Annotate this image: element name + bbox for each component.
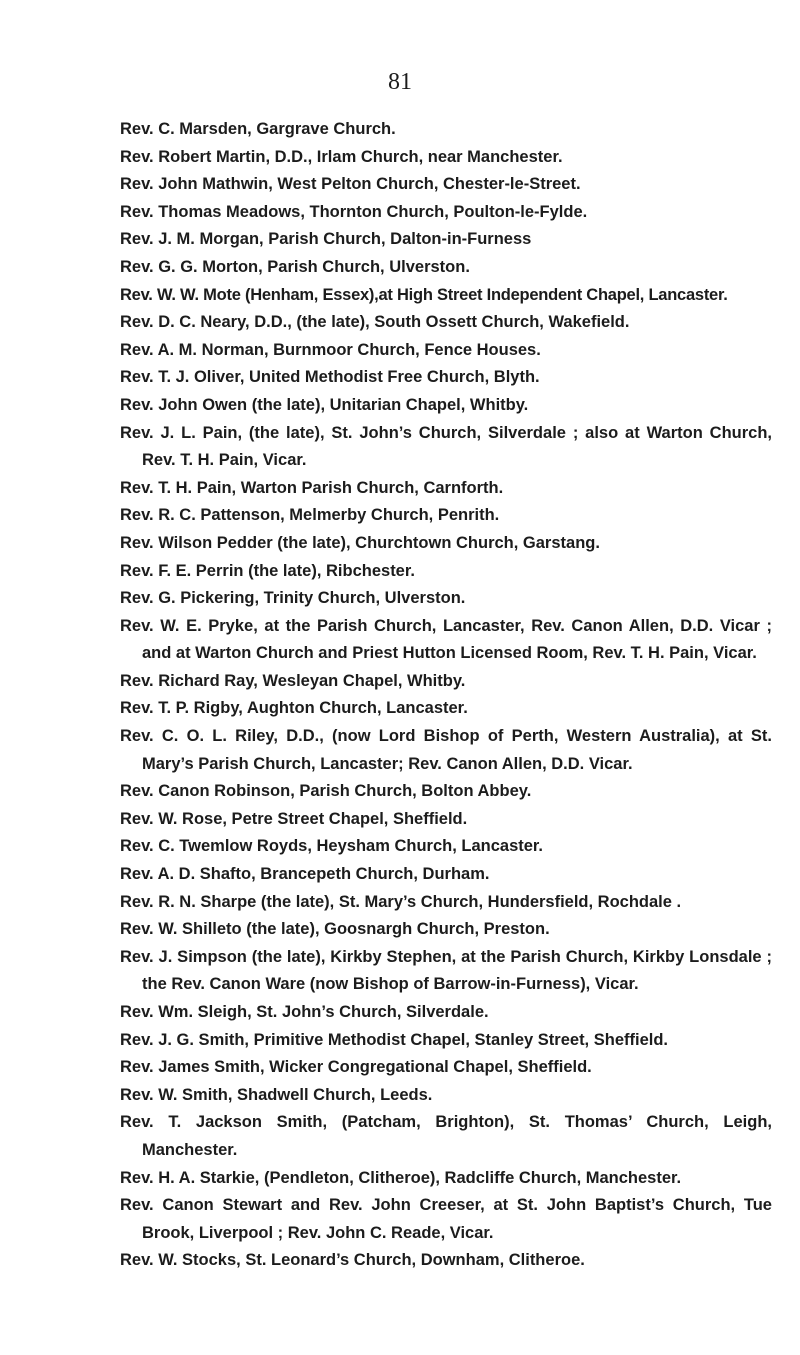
list-item: Rev. W. E. Pryke, at the Parish Church, Lancaster, Rev. Canon Allen, D.D. Vicar ; and at Warton Church and Priest Hutton Licensed Room, Rev. T. H. Pain, Vicar. <box>120 616 772 663</box>
list-item: Rev. D. C. Neary, D.D., (the late), South Ossett Church, Wakefield. <box>120 313 630 332</box>
list-item: Rev. James Smith, Wicker Congregational Chapel, Sheffield. <box>120 1058 592 1077</box>
list-item: Rev. G. G. Morton, Parish Church, Ulverston. <box>120 257 470 276</box>
clergy-list <box>120 116 772 1275</box>
list-item: Rev. H. A. Starkie, (Pendleton, Clitheroe), Radcliffe Church, Manchester. <box>120 1168 682 1187</box>
list-item: Rev. W. Rose, Petre Street Chapel, Sheffield. <box>120 809 468 828</box>
list-item: Rev. Canon Stewart and Rev. John Creeser, at St. John Baptist’s Church, Tue Brook, Liverpool ; Rev. John C. Reade, Vicar. <box>120 1196 772 1242</box>
list-item: Rev. T. J. Oliver, United Methodist Free Church, Blyth. <box>120 368 540 387</box>
list-item: Rev. A. D. Shafto, Brancepeth Church, Durham. <box>120 865 490 884</box>
list-item: Rev. Wm. Sleigh, St. John’s Church, Silverdale. <box>120 1003 489 1021</box>
list-item: Rev. J. G. Smith, Primitive Methodist Chapel, Stanley Street, Sheffield. <box>120 1030 668 1049</box>
list-item: Rev. J. Simpson (the late), Kirkby Stephen, at the Parish Church, Kirkby Lonsdale ; the Rev. Canon Ware (now Bishop of Barrow-in-Furness), Vicar. <box>120 947 772 994</box>
list-item: Rev. F. E. Perrin (the late), Ribchester. <box>120 561 415 580</box>
list-item: Rev. Richard Ray, Wesleyan Chapel, Whitby. <box>120 671 466 690</box>
list-item: Rev. J. M. Morgan, Parish Church, Dalton-in-Furness <box>120 230 532 249</box>
list-item: Rev. Wilson Pedder (the late), Churchtown Church, Garstang. <box>120 533 600 552</box>
list-item: Rev. T. P. Rigby, Aughton Church, Lancaster. <box>120 699 468 718</box>
list-item: Rev. W. Smith, Shadwell Church, Leeds. <box>120 1085 433 1104</box>
list-item: Rev. John Owen (the late), Unitarian Chapel, Whitby. <box>120 395 529 414</box>
list-item: Rev. W. Stocks, St. Leonard’s Church, Downham, Clitheroe. <box>120 1251 585 1270</box>
list-item: Rev. J. L. Pain, (the late), St. John’s Church, Silverdale ; also at Warton Church, Rev. T. H. Pain, Vicar. <box>120 423 772 470</box>
page-number: 81 <box>388 69 412 95</box>
list-item: Rev. W. W. Mote (Henham, Essex),at High Street Independent Chapel, Lancaster. <box>120 285 728 304</box>
list-item: Rev. G. Pickering, Trinity Church, Ulverston. <box>120 589 466 608</box>
list-item: Rev. C. O. L. Riley, D.D., (now Lord Bishop of Perth, Western Australia), at St. Mary’s Parish Church, Lancaster; Rev. Canon Allen, D.D. Vicar. <box>120 727 772 773</box>
list-item: Rev. Thomas Meadows, Thornton Church, Poulton-le-Fylde. <box>120 202 588 221</box>
list-item: Rev. R. C. Pattenson, Melmerby Church, Penrith. <box>120 506 500 525</box>
list-item: Rev. C. Marsden, Gargrave Church. <box>120 120 396 138</box>
list-item: Rev. A. M. Norman, Burnmoor Church, Fence Houses. <box>120 340 541 359</box>
list-item: Rev. T. Jackson Smith, (Patcham, Brighton), St. Thomas’ Church, Leigh, Manchester. <box>120 1113 772 1159</box>
list-item: Rev. Canon Robinson, Parish Church, Bolton Abbey. <box>120 782 532 801</box>
list-item: Rev. W. Shilleto (the late), Goosnargh Church, Preston. <box>120 920 550 939</box>
list-item: Rev. Robert Martin, D.D., Irlam Church, near Manchester. <box>120 147 563 166</box>
list-item: Rev. R. N. Sharpe (the late), St. Mary’s Church, Hundersfield, Rochdale . <box>120 892 682 911</box>
list-item: Rev. John Mathwin, West Pelton Church, Chester-le-Street. <box>120 175 581 194</box>
list-item: Rev. T. H. Pain, Warton Parish Church, Carnforth. <box>120 478 504 497</box>
list-item: Rev. C. Twemlow Royds, Heysham Church, Lancaster. <box>120 837 544 856</box>
